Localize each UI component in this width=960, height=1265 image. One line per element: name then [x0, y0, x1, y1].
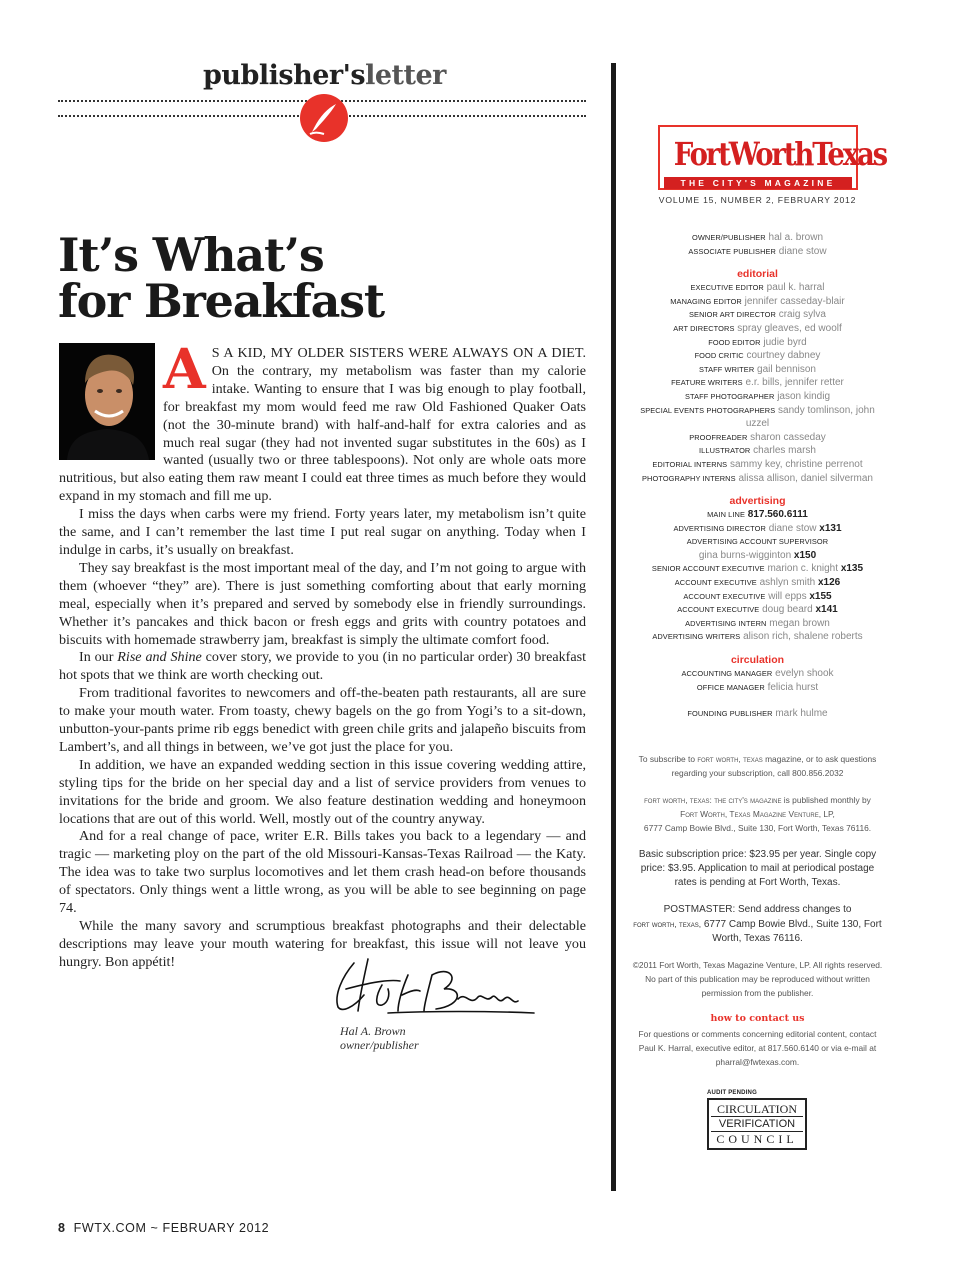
page-footer: 8 FWTX.COM ~ FEBRUARY 2012 [58, 1221, 270, 1235]
staff-row: ADVERTISING WRITERS alison rich, shalene roberts [652, 631, 863, 643]
staff-row: FOUNDING PUBLISHER mark hulme [687, 708, 828, 720]
staff-row: ASSOCIATE PUBLISHER diane stow [688, 245, 827, 257]
paragraph: They say breakfast is the most important meal of the day, and I’m not going to argue with them (whoever “they” are). There is just something comforting about that early morning meal, especially when it’s prepared and served by somebody else in friendly surroundings. Whether it’s pancakes and thick bacon or fresh eggs and grits with country potatoes and biscuits with homemade strawberry jam, breakfast is simply the ultimate comfort food. [59, 559, 586, 648]
staff-row: SPECIAL EVENTS PHOTOGRAPHERS sandy tomlinson, john uzzel [640, 404, 875, 430]
price-info: Basic subscription price: $23.95 per year. Single copy price: $3.95. Application to mail at periodical postage rates is pending at Fort Worth, Texas. [638, 849, 877, 888]
magazine-logo: FortWorthTexas THE CITY'S MAGAZINE [658, 125, 858, 190]
signature-title: owner/publisher [340, 1038, 419, 1052]
signature-name: Hal A. Brown [340, 1024, 406, 1038]
staff-row: STAFF WRITER gail bennison [699, 363, 816, 375]
staff-row: MAIN LINE 817.560.6111 [707, 509, 808, 521]
article-body [59, 336, 586, 972]
staff-row: ADVERTISING INTERN megan brown [685, 617, 830, 629]
paragraph: A S A KID, MY OLDER SISTERS WERE ALWAYS ON A DIET. On the contrary, my metabolism was faster than my calorie intake. Wanting to ensure that I was big enough to play football, for breakfast my mom would feed me raw Old Fashioned Quaker Oats (not the 30-minute brand) with half-and-half for extra calories and as much real sugar (they had not invented sugar substitutes in the 60s) as I wanted (usually two or three tablespoons). Not only are whole oats more nutritious, but also eating them raw meant I could eat three times as much before they would expand in my stomach and fill me up. [59, 336, 586, 505]
staff-row: SENIOR ART DIRECTOR craig sylva [689, 309, 826, 321]
staff-row: SENIOR ACCOUNT EXECUTIVE marion c. knight x135 [651, 563, 864, 575]
publisher-info: fort worth, texas: the city's magazine is published monthly by Fort Worth, Texas Magazine Venture, LP, 6777 Camp Bowie Blvd., Suite 130, Fort Worth, Texas 76116. [643, 795, 872, 833]
paragraph: While the many savory and scrumptious breakfast photographs and their delectable descriptions may leave your mouth watering for breakfast, this issue will not leave you hungry. Bon appétit! [59, 918, 586, 970]
subscribe-info: To subscribe to fort worth, texas magazine, or to ask questions regarding your subscription, call 800.856.2032 [638, 754, 877, 778]
staff-row: ACCOUNTING MANAGER evelyn shook [681, 668, 834, 680]
paragraph: In addition, we have an expanded wedding section in this issue covering wedding attire, styling tips for the bride on her special day and a list of service providers from venues to invitations for the bride and groom. We also feature destination wedding and honeymoon locations that are out of this world. Well, mostly out of the country anyway. [59, 756, 586, 827]
staff-row: PHOTOGRAPHY INTERNS alissa allison, daniel silverman [642, 472, 873, 484]
section-heading-advertising: advertising [729, 495, 786, 508]
contact-heading: how to contact us [710, 1013, 805, 1024]
signature-image [328, 955, 538, 1022]
staff-row: ART DIRECTORS spray gleaves, ed woolf [673, 322, 842, 334]
section-title: publisher'sletter [203, 60, 446, 91]
postmaster-info: POSTMASTER: Send address changes to fort worth, texas, 6777 Camp Bowie Blvd., Suite 130, Fort Worth, Texas 76116. [633, 904, 882, 944]
staff-row: ACCOUNT EXECUTIVE ashlyn smith x126 [674, 577, 841, 589]
staff-row: ACCOUNT EXECUTIVE doug beard x141 [677, 604, 838, 616]
paragraph: In our Rise and Shine cover story, we provide to you (in no particular order) 30 breakfast hot spots that we think are worth checking out. [59, 649, 586, 684]
paragraph: And for a real change of pace, writer E.R. Bills takes you back to a legendary — and tragic — marketing ploy on the part of the old Missouri-Kansas-Texas Railroad — the Katy. The idea was to take two surplus locomotives and let them crash head-on before thousands of spectators. Only things went a little wrong, as you will be able to see beginning on page 74. [59, 828, 586, 917]
drop-cap: A [163, 336, 206, 401]
staff-row: EDITORIAL INTERNS sammy key, christine perrenot [652, 458, 863, 470]
staff-row: STAFF PHOTOGRAPHER jason kindig [685, 390, 830, 402]
cvc-badge: AUDIT PENDING CIRCULATION VERIFICATION COUNCIL [707, 1090, 807, 1150]
paragraph: I miss the days when carbs were my friend. Forty years later, my metabolism isn’t quite the same, and I can’t remember the last time I put real sugar on anything. Today when I indulge in carbs, it’s usually on breakfast. [59, 506, 586, 558]
section-heading-editorial: editorial [737, 268, 778, 281]
contact-info: For questions or comments concerning editorial content, contact Paul K. Harral, executive editor, at 817.560.6140 or via e-mail at pharral@fwtexas.com. [638, 1029, 877, 1067]
staff-row: OFFICE MANAGER felicia hurst [696, 681, 819, 693]
staff-row: FOOD EDITOR judie byrd [708, 336, 807, 348]
staff-row: ACCOUNT EXECUTIVE will epps x155 [683, 590, 832, 602]
staff-row: OWNER/PUBLISHER hal a. brown [691, 232, 824, 243]
staff-row: MANAGING EDITOR jennifer casseday-blair [670, 295, 845, 307]
headline: It’s What’s for Breakfast [58, 228, 384, 328]
staff-list [630, 231, 885, 721]
paragraph: From traditional favorites to newcomers and off-the-beaten path restaurants, all are sure to make your mouth water. From toasty, chewy bagels on the go from Yogi’s to a sit-down, unbutton-your-pants prime rib eggs benedict with green chile grits and jalapeño biscuits from Lambert’s, and all things in between, we’ve got just the place for you. [59, 685, 586, 755]
quill-icon [300, 94, 348, 142]
staff-row: ADVERTISING ACCOUNT SUPERVISOR [686, 537, 829, 547]
staff-row: gina burns-wigginton x150 [698, 549, 817, 561]
staff-row: EXECUTIVE EDITOR paul k. harral [690, 282, 825, 294]
section-heading-circulation: circulation [730, 654, 785, 667]
staff-row: ILLUSTRATOR charles marsh [699, 445, 816, 457]
staff-row: ADVERTISING DIRECTOR diane stow x131 [673, 522, 842, 534]
staff-row: FEATURE WRITERS e.r. bills, jennifer retter [671, 377, 844, 389]
volume-line: VOLUME 15, NUMBER 2, FEBRUARY 2012 [658, 195, 857, 205]
staff-row: PROOFREADER sharon casseday [689, 431, 826, 443]
staff-row: FOOD CRITIC courtney dabney [694, 350, 821, 362]
column-divider [611, 63, 616, 1191]
copyright: ©2011 Fort Worth, Texas Magazine Venture, LP. All rights reserved. No part of this publication may be reproduced without written permission from the publisher. [632, 960, 883, 998]
